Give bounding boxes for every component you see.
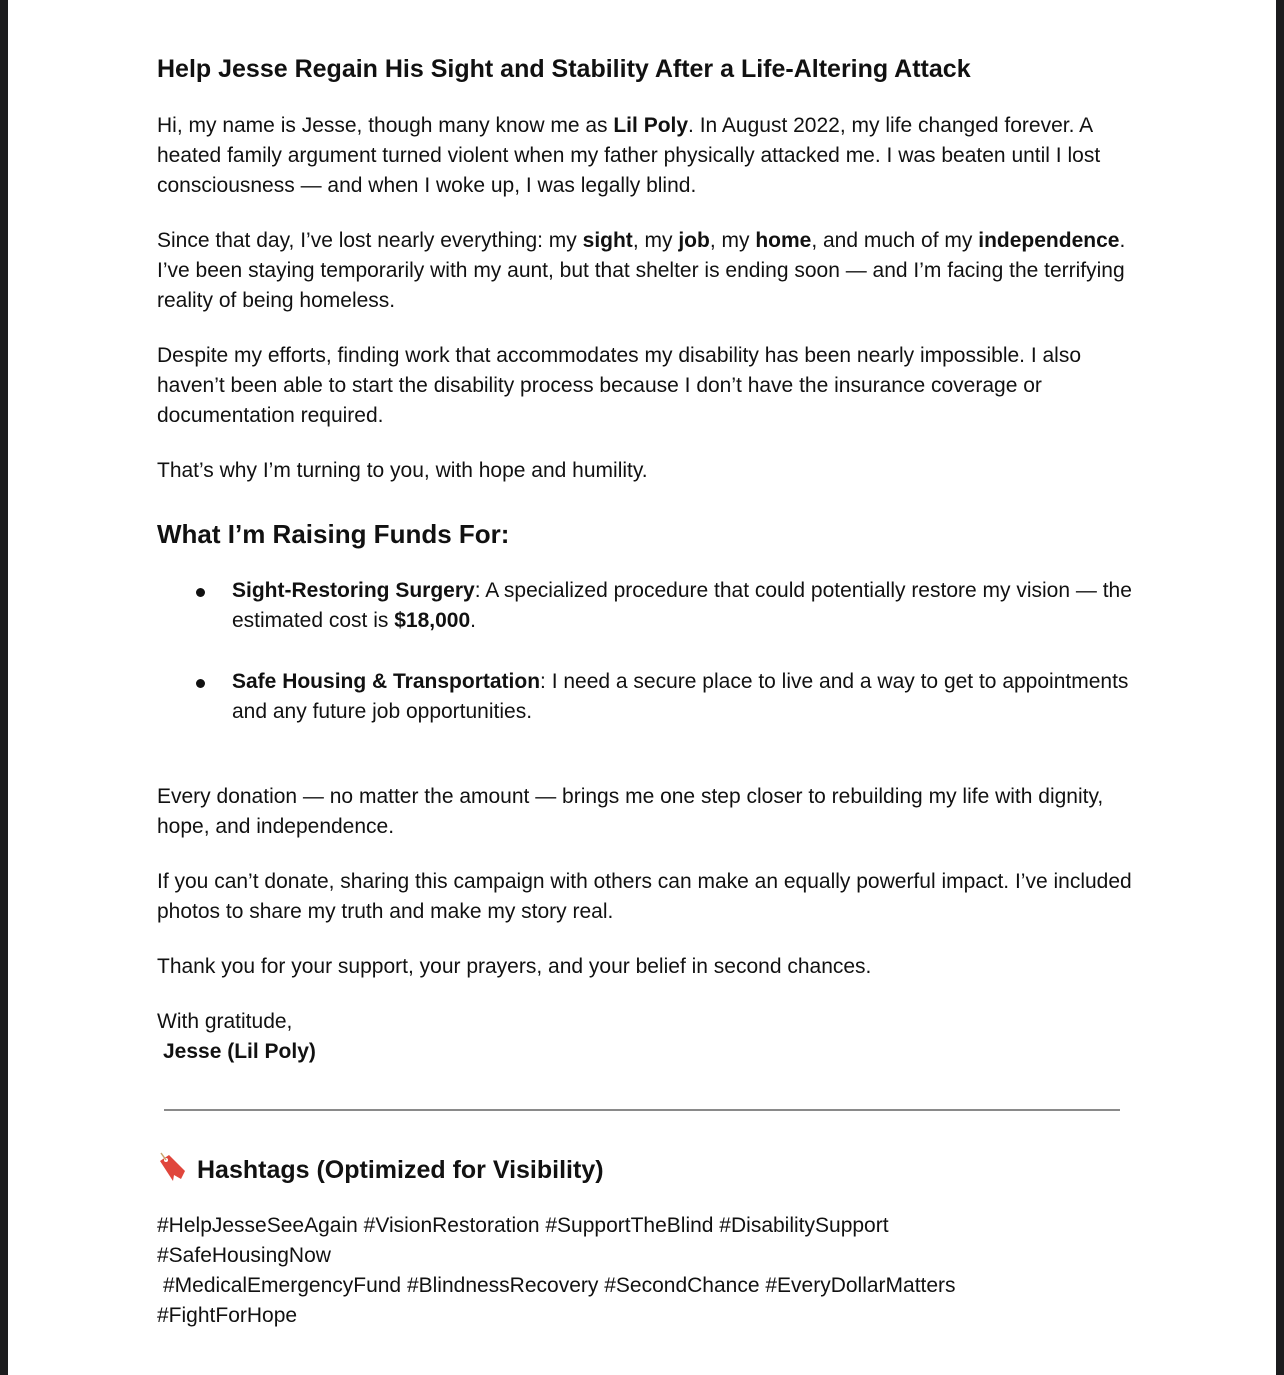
bold-sight: sight — [582, 229, 633, 252]
funds-list — [157, 576, 1132, 758]
fund-item-housing — [157, 667, 1132, 727]
hashtags-heading — [157, 1152, 604, 1191]
closing-line: With gratitude, — [157, 1010, 293, 1033]
donation-paragraph: Every donation — no matter the amount — brings me one step closer to rebuilding my life with dignity, hope, and independence. — [157, 785, 1104, 838]
hashtags-heading-text: Hashtags (Optimized for Visibility) — [197, 1156, 604, 1184]
share-paragraph: If you can’t donate, sharing this campaign with others can make an equally powerful impact. I’ve included photos to share my truth and make my story real. — [157, 870, 1132, 923]
funds-heading: What I’m Raising Funds For: — [157, 519, 510, 549]
fund-label: Sight-Restoring Surgery — [232, 579, 475, 602]
intro-text-end: . In August 2022, my life changed forever. A heated family argument turned violent when my father physically attacked me. I was beaten until I lost consciousness — and when I woke up, I was legally blind. — [157, 114, 1101, 197]
fund-text-end: . — [470, 609, 476, 632]
efforts-paragraph: Despite my efforts, finding work that accommodates my disability has been nearly impossible. I also haven’t been able to start the disability process because I don’t have the insurance coverage or documentation required. — [157, 344, 1082, 427]
thanks-paragraph: Thank you for your support, your prayers, and your belief in second chances. — [157, 955, 872, 978]
intro-text: Hi, my name is Jesse, though many know me as — [157, 114, 614, 137]
loss-text: , my — [632, 229, 679, 252]
loss-paragraph — [157, 226, 1132, 316]
hashtag-line: #SafeHousingNow — [157, 1244, 331, 1267]
bullet-icon — [196, 679, 205, 688]
bold-job: job — [678, 229, 710, 252]
closing-block — [157, 1007, 1132, 1067]
fund-amount: $18,000 — [394, 609, 471, 632]
loss-text: , my — [709, 229, 756, 252]
hashtag-line: #MedicalEmergencyFund #BlindnessRecovery #SecondChance #EveryDollarMatters — [163, 1274, 956, 1297]
bullet-icon — [196, 588, 205, 597]
horizontal-divider — [164, 1109, 1120, 1111]
hashtags-block — [157, 1211, 1132, 1331]
bookmark-tag-icon — [157, 1152, 189, 1191]
loss-text: , and much of my — [811, 229, 979, 252]
turning-paragraph: That’s why I’m turning to you, with hope and humility. — [157, 459, 648, 482]
nickname: Lil Poly — [613, 114, 689, 137]
fund-label: Safe Housing & Transportation — [232, 670, 541, 693]
fund-text: : I need a secure place to live and a way to get to appointments and any future job opportunities. — [232, 670, 1129, 723]
signature: Jesse (Lil Poly) — [163, 1040, 316, 1063]
fund-item-surgery — [157, 576, 1132, 636]
loss-text: . I’ve been staying temporarily with my aunt, but that shelter is ending soon — and I’m facing the terrifying reality of being homeless. — [157, 229, 1126, 312]
bold-home: home — [755, 229, 812, 252]
hashtag-line: #FightForHope — [157, 1304, 298, 1327]
hashtag-line: #HelpJesseSeeAgain #VisionRestoration #SupportTheBlind #DisabilitySupport — [157, 1214, 889, 1237]
document-title: Help Jesse Regain His Sight and Stability After a Life-Altering Attack — [157, 55, 971, 83]
bold-independence: independence — [978, 229, 1120, 252]
loss-text: Since that day, I’ve lost nearly everything: my — [157, 229, 583, 252]
fund-text: : A specialized procedure that could potentially restore my vision — the estimated cost is — [232, 579, 1132, 632]
intro-paragraph — [157, 111, 1132, 201]
document-page — [8, 0, 1276, 1375]
